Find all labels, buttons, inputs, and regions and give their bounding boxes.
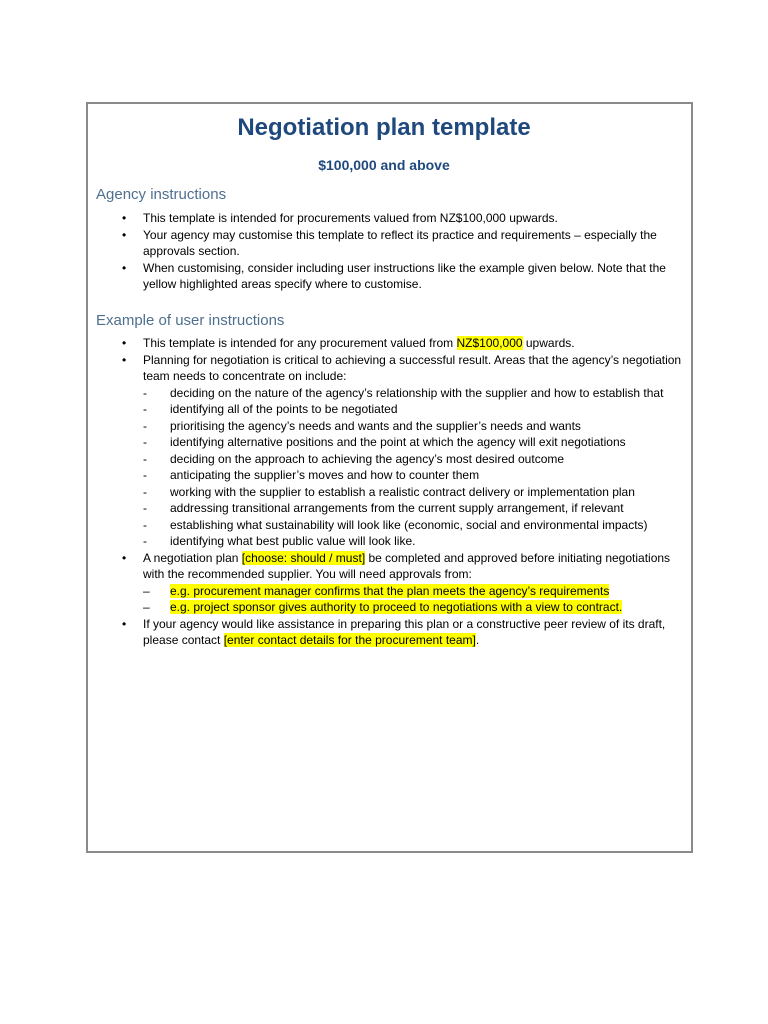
agency-instruction-item: • Your agency may customise this template to reflect its practice and requirements – especially the approvals section. — [118, 227, 690, 260]
list-item: - anticipating the supplier’s moves and how to counter them — [143, 467, 690, 484]
agency-instructions-heading: Agency instructions — [96, 186, 227, 203]
list-item: - addressing transitional arrangements from the current supply arrangement, if relevant — [143, 500, 690, 517]
item-text: upwards. — [522, 336, 575, 350]
negotiation-areas-list — [143, 385, 690, 550]
highlighted-value: NZ$100,000 — [456, 336, 523, 350]
agency-instruction-item: • This template is intended for procurements valued from NZ$100,000 upwards. — [118, 210, 690, 227]
item-text: This template is intended for any procurement valued from — [143, 336, 457, 350]
highlighted-placeholder: [enter contact details for the procurement team] — [223, 633, 476, 647]
highlighted-approval: e.g. procurement manager confirms that the plan meets the agency’s requirements — [170, 583, 610, 598]
item-text: A negotiation plan — [143, 550, 242, 565]
highlighted-placeholder: [choose: should / must] — [241, 550, 366, 565]
item-text: If your agency would like assistance in preparing this plan or a constructive peer review of its draft, please contact — [143, 616, 666, 647]
user-instructions-list — [118, 335, 690, 649]
user-instruction-item — [118, 352, 690, 550]
highlighted-approval: e.g. project sponsor gives authority to proceed to negotiations with a view to contract. — [170, 600, 623, 614]
agency-instruction-item: • When customising, consider including user instructions like the example given below. Note that the yellow highlighted areas specify where to customise. — [118, 260, 690, 293]
item-text: . — [475, 633, 480, 647]
item-text: Planning for negotiation is critical to achieving a successful result. Areas that the agency’s negotiation team needs to concentrate on include: — [143, 352, 682, 383]
list-item: - deciding on the nature of the agency’s relationship with the supplier and how to establish that — [143, 385, 690, 402]
list-item: - deciding on the approach to achieving the agency’s most desired outcome — [143, 451, 690, 468]
list-item: - identifying alternative positions and the point at which the agency will exit negotiations — [143, 434, 690, 451]
document-title: Negotiation plan template — [237, 114, 531, 141]
user-instruction-item — [118, 550, 690, 616]
list-item: - working with the supplier to establish a realistic contract delivery or implementation plan — [143, 484, 690, 501]
list-item: - establishing what sustainability will look like (economic, social and environmental impacts) — [143, 517, 690, 534]
user-instruction-item — [118, 335, 690, 352]
approval-item — [143, 599, 690, 616]
approval-item — [143, 583, 690, 600]
user-instructions-heading: Example of user instructions — [96, 312, 285, 329]
list-item: - prioritising the agency’s needs and wants and the supplier’s needs and wants — [143, 418, 690, 435]
item-text: be completed and approved before initiating negotiations with the recommended supplier. You will need approvals from: — [143, 550, 671, 581]
approvals-list — [143, 583, 690, 616]
agency-instructions-list — [118, 210, 690, 293]
user-instruction-item — [118, 616, 690, 649]
list-item: - identifying what best public value will look like. — [143, 533, 690, 550]
list-item: - identifying all of the points to be negotiated — [143, 401, 690, 418]
document-subtitle: $100,000 and above — [318, 157, 450, 173]
